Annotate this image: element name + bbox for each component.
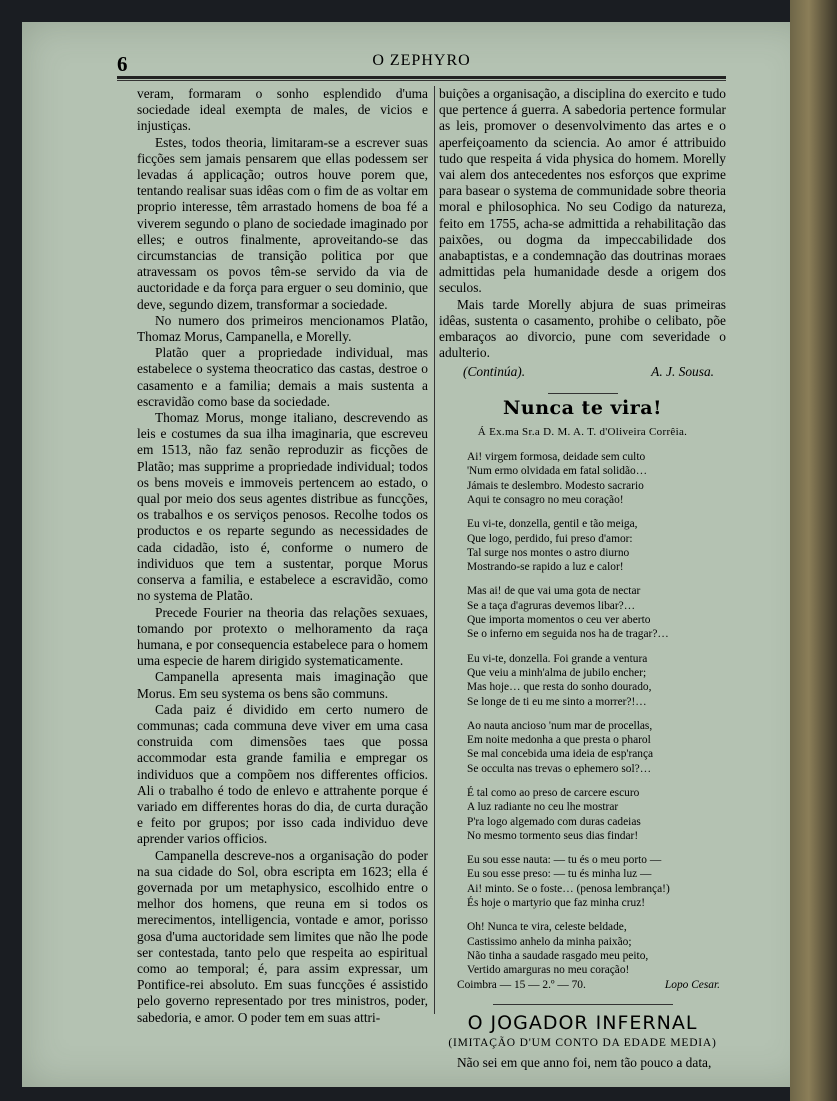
poem-stanza xyxy=(467,450,726,507)
paragraph: buições a organisação, a disciplina do exercito e tudo que pertence á guerra. A sabedoria pertence formular as leis, promover o desenvolvimento das artes e o aperfeiçoamento da sciencia. Ao amor é attribuido tudo que respeita á vida physica do homem. Morelly vai alem dos antecedentes nos esforços que exprime para basear o systema de communidade sobre theoria moral e philosophica. No seu Codigo da natureza, feito em 1755, acha-se admittida a rehabilitação das paixões, ou dogma da impeccabilidade dos anabaptistas, e a condemnação das doutrinas moraes admittidas pela humanidade desde a origem dos seculos. xyxy=(439,86,726,296)
verse-line: Oh! Nunca te vira, celeste beldade, xyxy=(467,921,627,934)
verse-line: Ai! virgem formosa, deidade sem culto xyxy=(467,451,646,464)
verse-line: Se a taça d'agruras devemos libar?… xyxy=(467,599,636,612)
poem-stanza xyxy=(467,920,726,977)
continuation-note: (Continúa). xyxy=(463,364,526,380)
verse-line: Vertido amarguras no meu coração! xyxy=(467,964,630,977)
verse-line: P'ra logo algemado com duras cadeias xyxy=(467,815,641,828)
verse-line: Não tinha a saudade rasgado meu peito, xyxy=(467,949,649,962)
verse-line: Tal surge nos montes o astro diurno xyxy=(467,546,630,559)
verse-line: És hoje o martyrio que faz minha cruz! xyxy=(467,897,646,910)
verse-line: Jámais te deslembro. Modesto sacrario xyxy=(467,479,644,492)
poem-title: Nunca te vira! xyxy=(503,396,662,419)
article-signature xyxy=(439,364,726,380)
paragraph: Campanella apresenta mais imaginação que Morus. Em seu systema os bens são communs. xyxy=(137,669,428,701)
poem-stanza xyxy=(467,719,726,776)
poem-stanza xyxy=(467,517,726,574)
header-rule-thin xyxy=(117,80,726,81)
poem-stanza xyxy=(467,786,726,843)
paragraph: Estes, todos theoria, limitaram-se a escrever suas ficções sem jamais pensarem que ellas podessem ser levadas á applicação; outros houve porem que, tentando realisar suas idêas com o fim de as voltar em proprio interesse, têm arrastado homens de boa fé a viverem segundo o plano de sociedade imaginado por elles; e outros finalmente, aproveitando-se das circumstancias de transição politica por que atravessam os povos têm-se servido da via de auctoridade e da força para erguer o seu dominio, que deve, segundo dizem, transformar a sociedade. xyxy=(137,134,428,312)
left-column xyxy=(137,86,428,1026)
paragraph: Cada paiz é dividido em certo numero de communas; cada communa deve viver em uma casa construida com dimensões taes que possa accommodar esta grande familia e empregar os individuos que a compõem nos differentes officios. Ali o trabalho é todo de enlevo e attrahente porque é variado em differentes horas do dia, de curta duração e feito por grupos; por isso cada individuo deve aprender varios officios. xyxy=(137,701,428,847)
story-subtitle: (IMITAÇÃO D'UM CONTO DA EDADE MEDIA) xyxy=(448,1037,717,1050)
section-rule xyxy=(493,1004,673,1005)
verse-line: Eu sou esse preso: — tu és minha luz — xyxy=(467,868,652,881)
right-column xyxy=(439,86,726,1071)
page-number: 6 xyxy=(117,52,128,76)
verse-line: Se o inferno em seguida nos ha de tragar?… xyxy=(467,628,669,641)
verse-line: Se longe de ti eu me sinto a morrer?!… xyxy=(467,695,647,708)
verse-line: Ai! minto. Se o foste… (penosa lembrança!) xyxy=(467,882,670,895)
book-gutter xyxy=(790,0,837,1101)
section-rule xyxy=(548,393,618,394)
verse-line: Que logo, perdido, fui preso d'amor: xyxy=(467,532,633,545)
verse-line: Se mal concebida uma ideia de esp'rança xyxy=(467,748,654,761)
header-rule xyxy=(117,76,726,79)
verse-line: Mas hoje… que resta do sonho dourado, xyxy=(467,681,652,694)
verse-line: Mas ai! de que vai uma gota de nectar xyxy=(467,585,641,598)
verse-line: Eu vi-te, donzella, gentil e tão meiga, xyxy=(467,518,638,531)
verse-line: Que importa momentos o ceu ver aberto xyxy=(467,614,651,627)
page-header xyxy=(117,50,726,76)
verse-line: Eu sou esse nauta: — tu és o meu porto — xyxy=(467,854,662,867)
verse-line: Mostrando-se rapido a luz e calor! xyxy=(467,561,624,574)
article-author: A. J. Sousa. xyxy=(651,364,714,380)
poem-stanza xyxy=(467,853,726,910)
verse-line: Ao nauta ancioso 'num mar de procellas, xyxy=(467,719,653,732)
poem-dedication: Á Ex.ma Sr.a D. M. A. T. d'Oliveira Corrêia. xyxy=(477,425,688,438)
verse-line: Em noite medonha a que presta o pharol xyxy=(467,734,651,747)
story-title: O JOGADOR INFERNAL xyxy=(467,1011,698,1034)
paragraph: Platão quer a propriedade individual, mas estabelece o systema theocratico das castas, destroe o casamento e a familia; demais a mais sustenta a escravidão como base da sociedade. xyxy=(137,345,428,409)
verse-line: Eu vi-te, donzella. Foi grande a ventura xyxy=(467,652,648,665)
column-divider xyxy=(434,86,435,1014)
poem-stanza xyxy=(467,652,726,709)
verse-line: 'Num ermo olvidada em fatal solidão… xyxy=(467,465,648,478)
verse-line: No mesmo tormento seus dias findar! xyxy=(467,829,639,842)
paragraph: Mais tarde Morelly abjura de suas primeiras idêas, sustenta o casamento, prohibe o celibato, põe embaraços ao divorcio, pune com severidade o adulterio. xyxy=(439,296,726,361)
verse-line: É tal como ao preso de carcere escuro xyxy=(467,787,640,799)
verse-line: A luz radiante no ceu lhe mostrar xyxy=(467,801,619,814)
paragraph: No numero dos primeiros mencionamos Platão, Thomaz Morus, Campanella, e Morelly. xyxy=(137,312,428,345)
verse-line: Que veiu a minh'alma de jubilo encher; xyxy=(467,666,647,679)
poem-place-date: Coimbra — 15 — 2.º — 70. xyxy=(457,978,586,991)
story-first-line: Não sei em que anno foi, nem tão pouco a data, xyxy=(457,1055,712,1071)
running-title: O ZEPHYRO xyxy=(372,52,471,69)
poem-stanza xyxy=(467,584,726,641)
verse-line: Castissimo anhelo da minha paixão; xyxy=(467,935,632,948)
poem-closing xyxy=(457,978,726,992)
verse-line: Aqui te consagro no meu coração! xyxy=(467,493,624,506)
paragraph: veram, formaram o sonho esplendido d'uma sociedade ideal exempta de males, de vicios e injustiças. xyxy=(137,86,428,134)
paragraph: Precede Fourier na theoria das relações sexuaes, tomando por protexto o melhoramento da raça humana, e por consequencia estabelece para o homem uma especie de harem dirigido systematicamente. xyxy=(137,604,428,669)
poem-author: Lopo Cesar. xyxy=(664,978,720,991)
paragraph: Campanella descreve-nos a organisação do poder na sua cidade do Sol, obra escripta em 1623; ella é governada por um metaphysico, escolhido entre o melhor dos homens, que reuna em si todos os merecimentos, intelligencia, vontade e amor, porisso gosa d'uma auctoridade sem limites que não lhe pode ser contestada, tanto pelo que respeita ao espiritual como ao temporal; é, para assim expressar, um Pontifice-rei absoluto. Em suas funcções é assistido pelo governo representado por tres ministros, poder, sabedoria, e amor. O poder tem em suas attri- xyxy=(137,847,428,1025)
paragraph: Thomaz Morus, monge italiano, descrevendo as leis e costumes da sua ilha imaginaria, que escreveu em 1513, não faz senão reproduzir as ficções de Platão; mas supprime a propriedade individual; todos os bens moveis e immoveis pertencem ao estado, o qual por meio dos seus agentes distribue as funcções, os trabalhos e os serviços penosos. Recolhe todos os productos e os reparte segundo as necessidades de cada cidadão, isto é, conforme o numero de individuos que tem a sustentar, porque Morus conserva a familia, e estabelece a escravidão, como no systema de Platão. xyxy=(137,410,428,604)
verse-line: Se occulta nas trevas o ephemero sol?… xyxy=(467,762,652,775)
